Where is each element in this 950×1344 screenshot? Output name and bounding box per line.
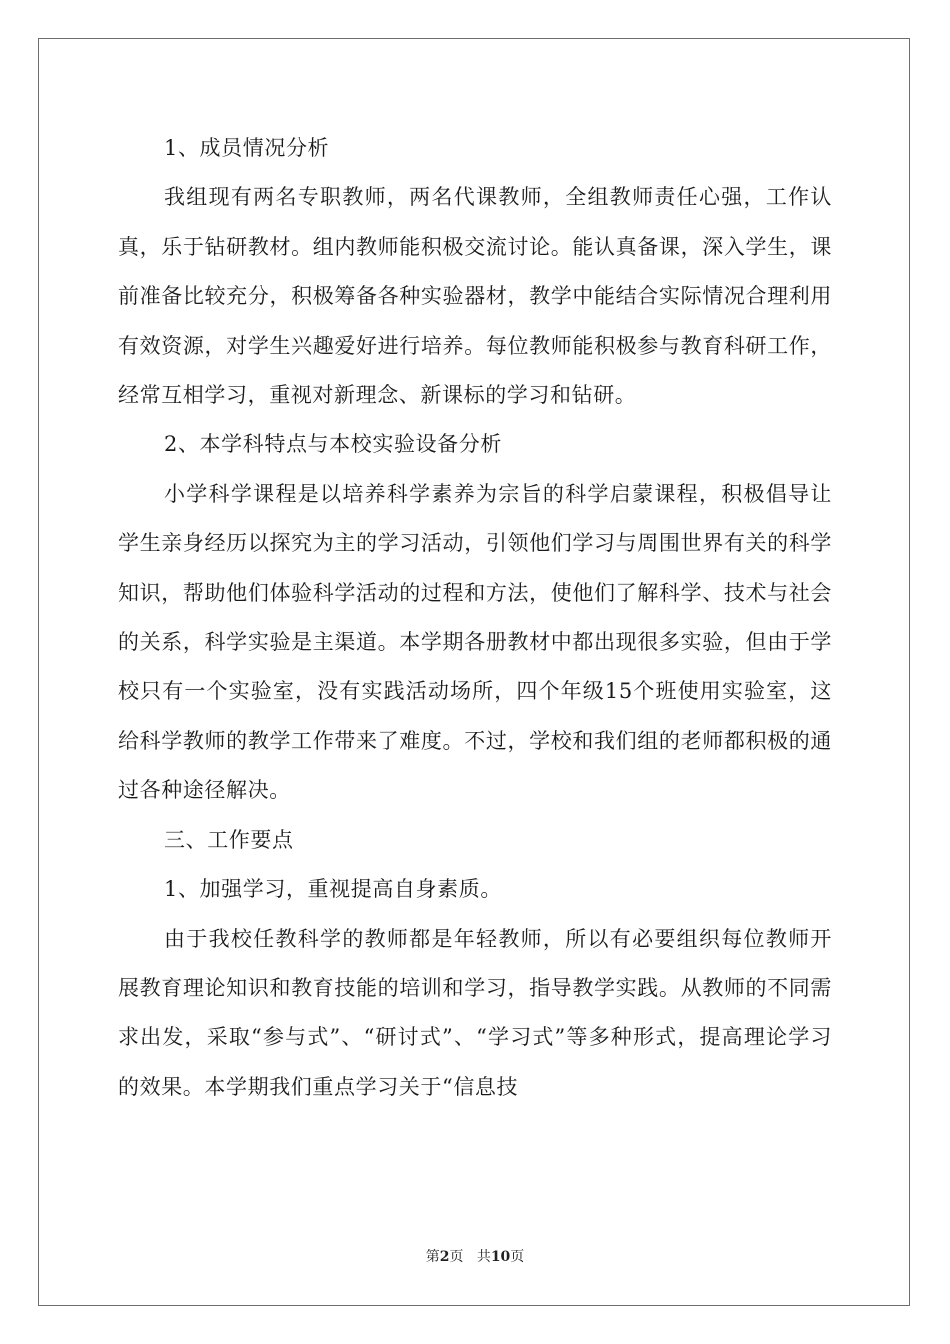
paragraph-subject-analysis: 小学科学课程是以培养科学素养为宗旨的科学启蒙课程，积极倡导让学生亲身经历以探究为主的学习活动，引领他们学习与周围世界有关的科学知识，帮助他们体验科学活动的过程和方法，使他们了解科学、技术与社会的关系，科学实验是主渠道。本学期各册教材中都出现很多实验，但由于学校只有一个实验室，没有实践活动场所，四个年级15个班使用实验室，这给科学教师的教学工作带来了难度。不过，学校和我们组的老师都积极的通过各种途径解决。 bbox=[118, 481, 832, 803]
heading-member-analysis: 1、成员情况分析 bbox=[164, 136, 330, 160]
document-body bbox=[118, 124, 832, 1112]
heading-work-points: 三、工作要点 bbox=[164, 827, 294, 852]
footer-prefix: 第 bbox=[425, 1249, 440, 1265]
footer-total-pages: 10 bbox=[490, 1249, 511, 1265]
paragraph-member-analysis: 我组现有两名专职教师，两名代课教师，全组教师责任心强，工作认真，乐于钻研教材。组内教师能积极交流讨论。能认真备课，深入学生，课前准备比较充分，积极筹备各种实验器材，教学中能结合实际情况合理利用有效资源，对学生兴趣爱好进行培养。每位教师能积极参与教育科研工作，经常互相学习，重视对新理念、新课标的学习和钻研。 bbox=[118, 185, 832, 408]
heading-subject-analysis: 2、本学科特点与本校实验设备分析 bbox=[164, 432, 502, 457]
page-footer bbox=[0, 1246, 950, 1266]
footer-total-prefix: 共 bbox=[476, 1249, 491, 1265]
heading-strengthen-learning: 1、加强学习，重视提高自身素质。 bbox=[164, 877, 502, 902]
paragraph-strengthen-learning: 由于我校任教科学的教师都是年轻教师，所以有必要组织每位教师开展教育理论知识和教育技能的培训和学习，指导教学实践。从教师的不同需求出发，采取“参与式”、“研讨式”、“学习式”等多种形式，提高理论学习的效果。本学期我们重点学习关于“信息技 bbox=[118, 926, 832, 1099]
footer-page-suffix: 页 bbox=[449, 1249, 464, 1265]
footer-page-number: 2 bbox=[439, 1249, 450, 1265]
footer-total-suffix: 页 bbox=[510, 1249, 525, 1265]
